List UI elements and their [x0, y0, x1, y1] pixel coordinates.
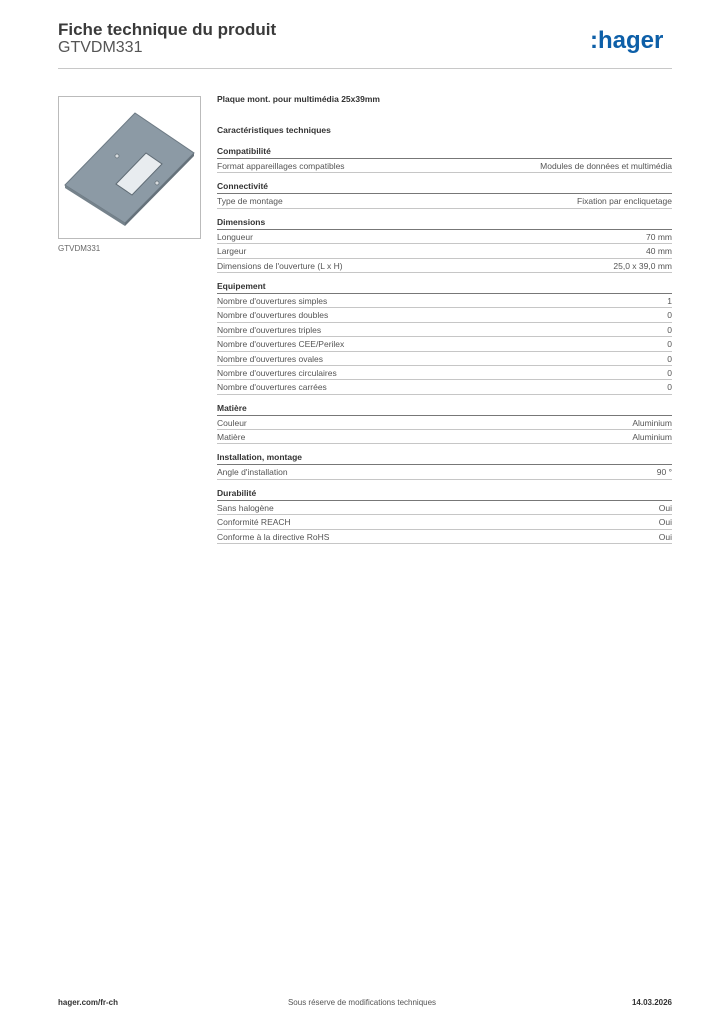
spec-value: 0 [667, 324, 672, 335]
spec-label: Conformité REACH [217, 517, 291, 528]
plate-illustration [59, 97, 200, 238]
spec-label: Nombre d'ouvertures triples [217, 324, 322, 335]
spec-row [217, 323, 672, 337]
spec-section [217, 450, 672, 479]
spec-row [217, 465, 672, 479]
spec-value: Oui [658, 502, 672, 513]
page-title: Fiche technique du produit [58, 20, 277, 39]
section-title: Matière [217, 401, 672, 416]
section-title: Equipement [217, 279, 672, 294]
spec-value: 40 mm [646, 246, 672, 257]
section-title: Durabilité [217, 486, 672, 501]
spec-label: Nombre d'ouvertures circulaires [217, 367, 337, 378]
spec-value: 1 [667, 295, 672, 306]
spec-section [217, 279, 672, 395]
spec-label: Dimensions de l'ouverture (L x H) [217, 260, 343, 271]
spec-label: Type de montage [217, 196, 283, 207]
spec-label: Nombre d'ouvertures ovales [217, 353, 324, 364]
spec-row [217, 352, 672, 366]
spec-label: Nombre d'ouvertures carrées [217, 382, 327, 393]
spec-row [217, 308, 672, 322]
spec-value: 0 [667, 353, 672, 364]
spec-value: 0 [667, 382, 672, 393]
header-divider [58, 68, 672, 69]
spec-row [217, 230, 672, 244]
section-title: Dimensions [217, 215, 672, 230]
section-title: Connectivité [217, 179, 672, 194]
spec-row [217, 244, 672, 258]
image-caption: GTVDM331 [58, 244, 101, 253]
spec-value: 0 [667, 339, 672, 350]
spec-row [217, 294, 672, 308]
spec-label: Couleur [217, 417, 247, 428]
spec-value: Oui [658, 517, 672, 528]
spec-row [217, 259, 672, 273]
section-title: Installation, montage [217, 450, 672, 465]
spec-label: Largeur [217, 246, 247, 257]
spec-row [217, 501, 672, 515]
spec-label: Conforme à la directive RoHS [217, 531, 330, 542]
svg-text::hager: :hager [590, 27, 664, 54]
spec-section [217, 179, 672, 208]
spec-content [217, 92, 672, 550]
spec-row [217, 366, 672, 380]
spec-label: Sans halogène [217, 502, 274, 513]
spec-value: 70 mm [646, 231, 672, 242]
spec-row [217, 416, 672, 430]
hager-logo [590, 26, 680, 56]
spec-label: Matière [217, 432, 246, 443]
spec-section [217, 215, 672, 273]
spec-value: 0 [667, 310, 672, 321]
spec-label: Nombre d'ouvertures CEE/Perilex [217, 339, 345, 350]
spec-row [217, 380, 672, 394]
spec-value: Fixation par encliquetage [577, 196, 672, 207]
footer-website[interactable]: hager.com/fr-ch [58, 998, 119, 1007]
spec-value: 25,0 x 39,0 mm [613, 260, 672, 271]
product-reference: GTVDM331 [58, 39, 143, 56]
spec-row [217, 515, 672, 529]
footer-date: 14.03.2026 [631, 998, 672, 1007]
spec-label: Angle d'installation [217, 467, 288, 478]
spec-value: Aluminium [632, 417, 672, 428]
spec-label: Longueur [217, 231, 253, 242]
spec-row [217, 337, 672, 351]
spec-label: Format appareillages compatibles [217, 161, 345, 171]
footer-disclaimer: Sous réserve de modifications techniques [287, 998, 437, 1007]
spec-value: Modules de données et multimédia [540, 161, 672, 171]
section-title: Compatibilité [217, 144, 672, 159]
product-image [58, 96, 201, 239]
characteristics-heading: Caractéristiques techniques [217, 125, 331, 135]
product-name: Plaque mont. pour multimédia 25x39mm [217, 94, 380, 104]
spec-value: Oui [658, 531, 672, 542]
spec-label: Nombre d'ouvertures simples [217, 295, 328, 306]
spec-section [217, 486, 672, 544]
spec-row [217, 159, 672, 173]
spec-row [217, 194, 672, 208]
spec-section [217, 144, 672, 173]
spec-sections [217, 144, 672, 544]
spec-label: Nombre d'ouvertures doubles [217, 310, 329, 321]
spec-row [217, 530, 672, 544]
spec-value: 0 [667, 367, 672, 378]
spec-value: 90 ° [656, 467, 672, 478]
spec-row [217, 430, 672, 444]
spec-value: Aluminium [632, 432, 672, 443]
spec-section [217, 401, 672, 445]
